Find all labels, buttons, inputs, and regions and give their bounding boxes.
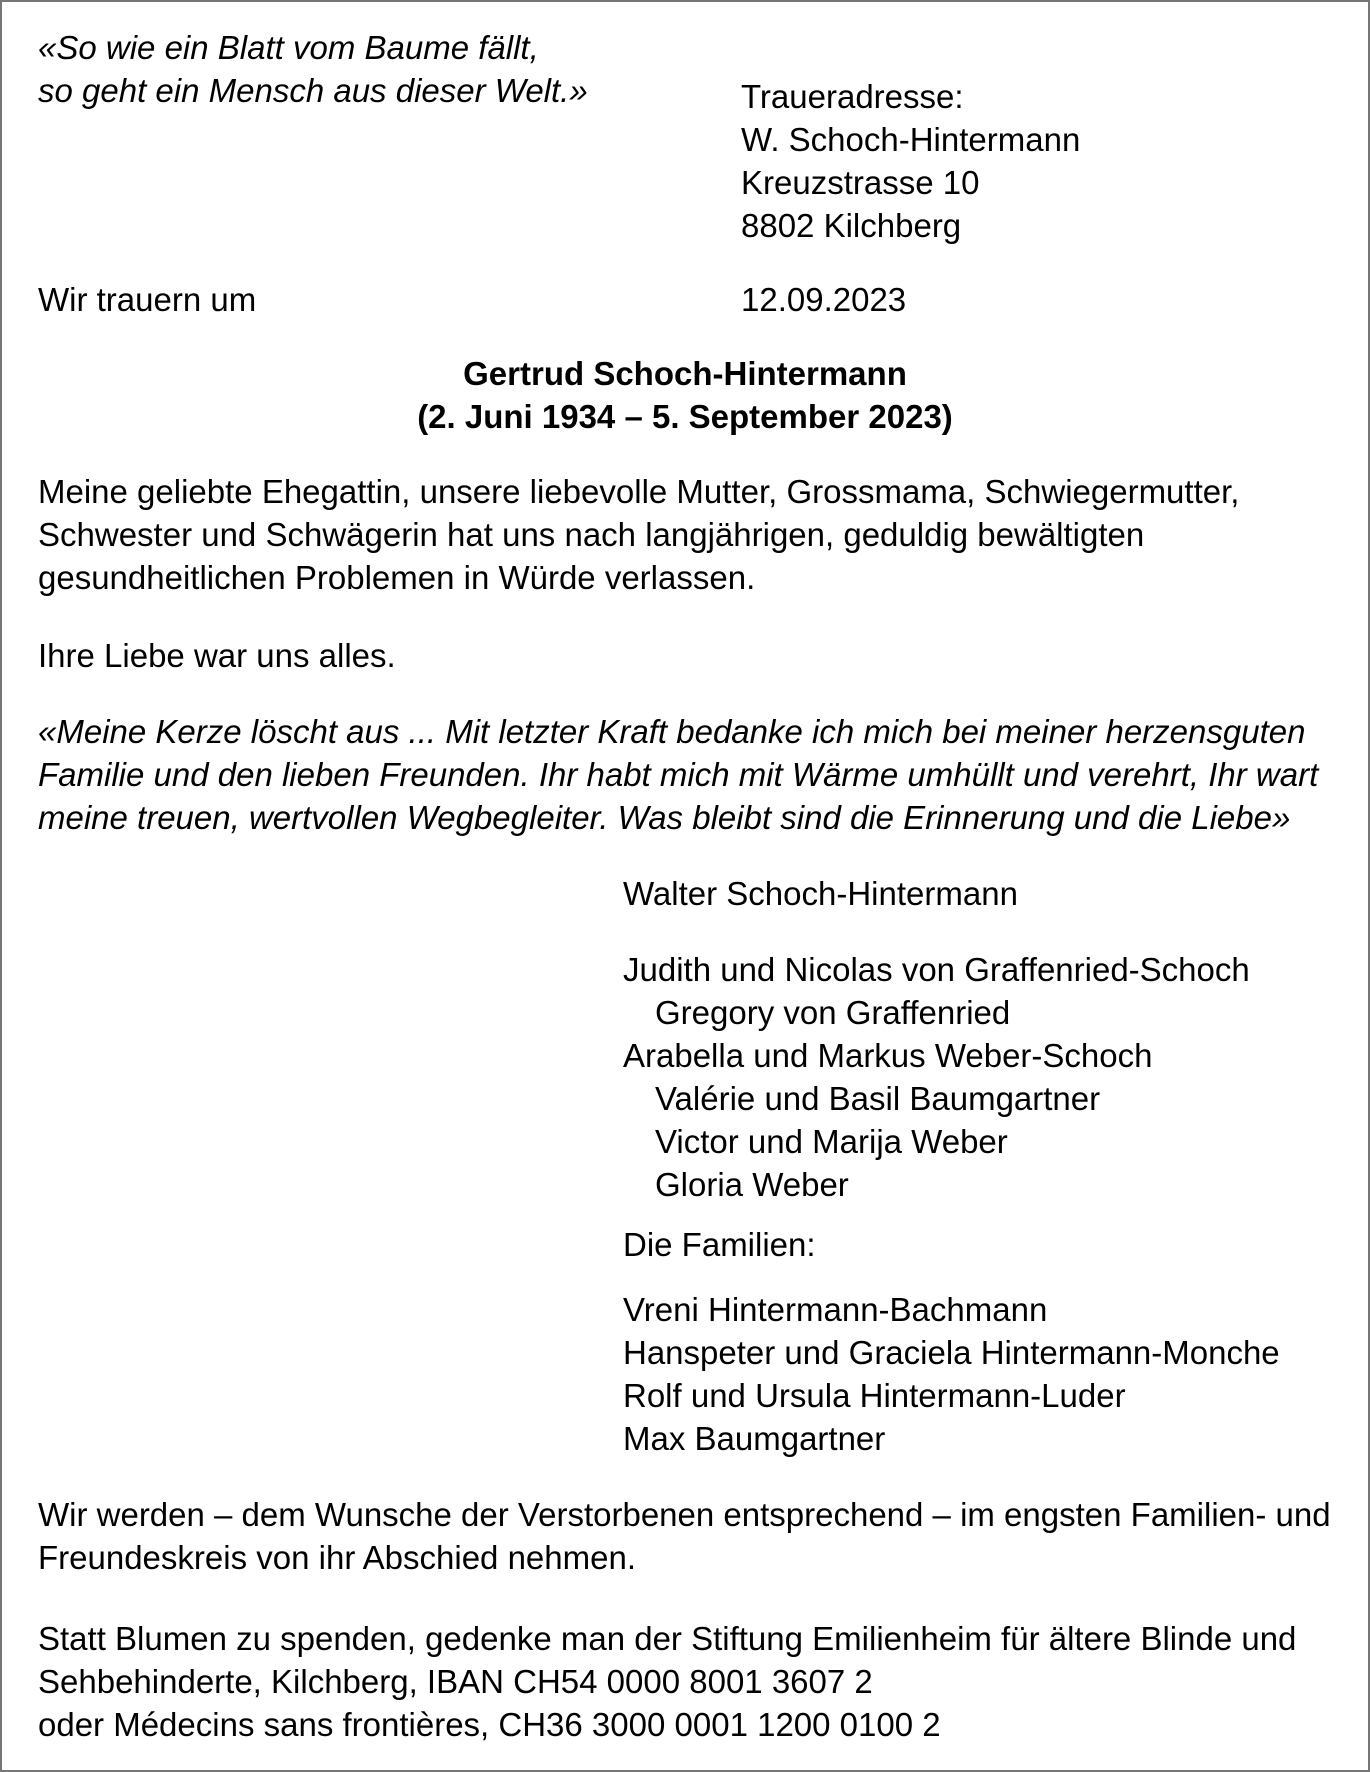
mourner-name: Arabella und Markus Weber-Schoch — [623, 1037, 1153, 1074]
mourning-intro — [38, 278, 256, 321]
mourning-address — [741, 75, 1080, 247]
mourner-name: Gloria Weber — [655, 1166, 849, 1203]
intro-paragraph — [38, 470, 1239, 599]
mourning-address-label: Traueradresse: — [741, 78, 964, 115]
opening-quote — [38, 26, 588, 112]
mourner-family-group-2 — [623, 1288, 1280, 1460]
donations-paragraph-line: oder Médecins sans frontières, CH36 3000 0001 1200 0100 2 — [38, 1706, 941, 1743]
farewell-paragraph-line: Freundeskreis von ihr Abschied nehmen. — [38, 1539, 636, 1576]
mourning-address-city: 8802 Kilchberg — [741, 207, 962, 244]
deceased-life-dates: (2. Juni 1934 – 5. September 2023) — [417, 398, 953, 435]
love-paragraph-text: Ihre Liebe war uns alles. — [38, 637, 396, 674]
donations-paragraph-line: Statt Blumen zu spenden, gedenke man der Stiftung Emilienheim für ältere Blinde und — [38, 1620, 1297, 1657]
intro-paragraph-line: Schwester und Schwägerin hat uns nach langjährigen, geduldig bewältigten — [38, 516, 1145, 553]
families-label-text: Die Familien: — [623, 1226, 816, 1263]
farewell-quote-line: «Meine Kerze löscht aus ... Mit letzter Kraft bedanke ich mich bei meiner herzensguten — [38, 713, 1306, 750]
mourner-spouse-name: Walter Schoch-Hintermann — [623, 875, 1018, 912]
farewell-quote-line: Familie und den lieben Freunden. Ihr habt mich mit Wärme umhüllt und verehrt, Ihr wart — [38, 756, 1319, 793]
mourning-intro-text: Wir trauern um — [38, 281, 257, 318]
farewell-quote — [38, 710, 1318, 839]
mourner-name: Victor und Marija Weber — [655, 1123, 1008, 1160]
mourner-name: Vreni Hintermann-Bachmann — [623, 1291, 1048, 1328]
farewell-quote-line: meine treuen, wertvollen Wegbegleiter. Was bleibt sind die Erinnerung und die Liebe» — [38, 799, 1291, 836]
donations-paragraph — [38, 1617, 1296, 1746]
mourner-name: Rolf und Ursula Hintermann-Luder — [623, 1377, 1126, 1414]
deceased-name: Gertrud Schoch-Hintermann — [463, 355, 907, 392]
mourner-spouse — [623, 872, 1018, 915]
mourner-name: Judith und Nicolas von Graffenried-Schoch — [623, 951, 1250, 988]
deceased-title — [2, 352, 1368, 438]
mourner-name: Max Baumgartner — [623, 1420, 886, 1457]
love-paragraph — [38, 634, 396, 677]
intro-paragraph-line: gesundheitlichen Problemen in Würde verlassen. — [38, 559, 756, 596]
families-label — [623, 1223, 816, 1266]
farewell-paragraph-line: Wir werden – dem Wunsche der Verstorbenen entsprechend – im engsten Familien- und — [38, 1496, 1331, 1533]
mourner-name: Hanspeter und Graciela Hintermann-Monche — [623, 1334, 1280, 1371]
opening-quote-line: so geht ein Mensch aus dieser Welt.» — [38, 72, 588, 109]
mourning-address-name: W. Schoch-Hintermann — [741, 121, 1081, 158]
notice-date-text: 12.09.2023 — [741, 281, 907, 318]
mourning-address-street: Kreuzstrasse 10 — [741, 164, 980, 201]
notice-date — [741, 278, 906, 321]
mourner-family-group-1 — [623, 948, 1250, 1206]
mourner-name: Valérie und Basil Baumgartner — [655, 1080, 1101, 1117]
farewell-paragraph — [38, 1493, 1331, 1579]
donations-paragraph-line: Sehbehinderte, Kilchberg, IBAN CH54 0000 8001 3607 2 — [38, 1663, 873, 1700]
intro-paragraph-line: Meine geliebte Ehegattin, unsere liebevolle Mutter, Grossmama, Schwiegermutter, — [38, 473, 1240, 510]
mourner-name: Gregory von Graffenried — [655, 994, 1011, 1031]
opening-quote-line: «So wie ein Blatt vom Baume fällt, — [38, 29, 539, 66]
